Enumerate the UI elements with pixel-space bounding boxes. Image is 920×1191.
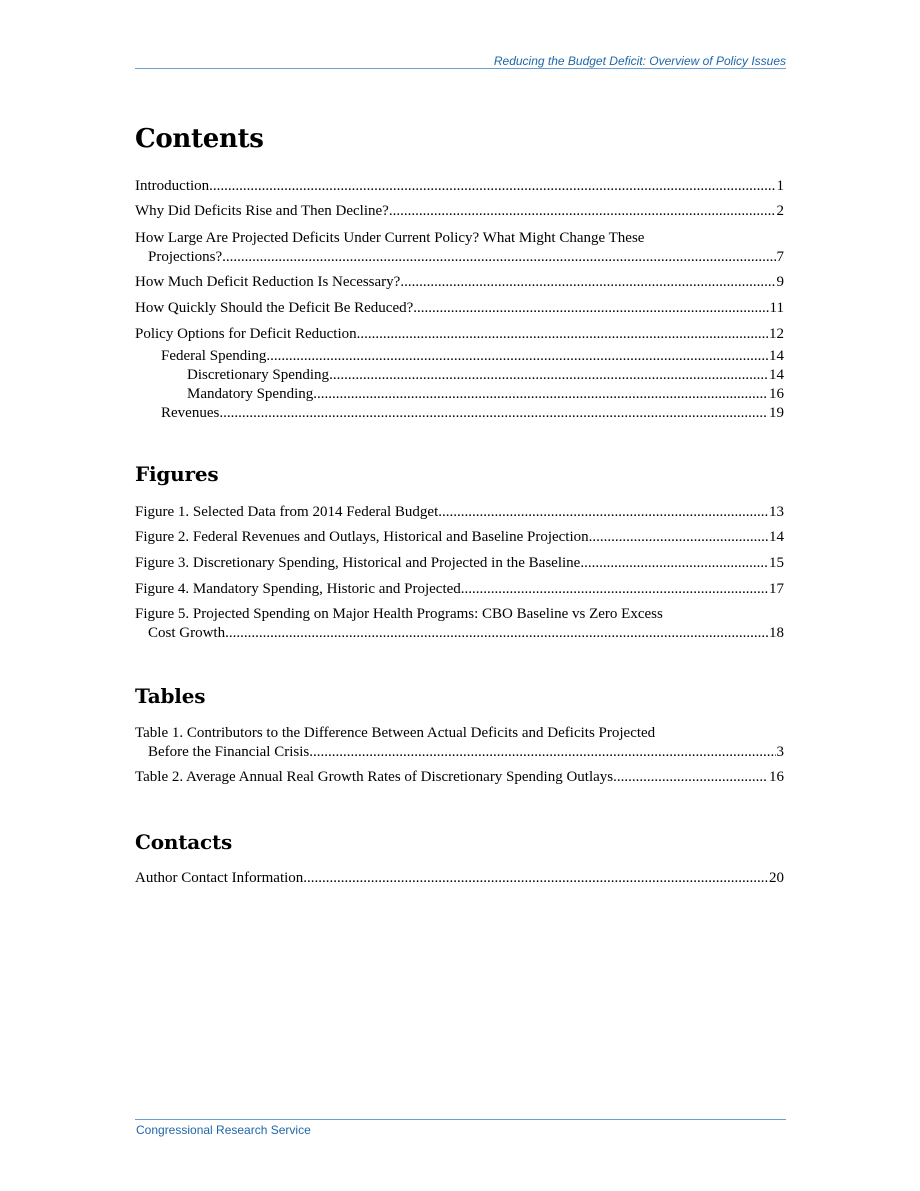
leader-dots	[357, 325, 768, 344]
leader-dots	[589, 528, 768, 547]
leader-dots	[219, 404, 768, 423]
toc-entry-title: Why Did Deficits Rise and Then Decline?	[135, 203, 389, 219]
toc-entry-page: 1	[776, 178, 784, 194]
leader-dots	[313, 385, 768, 404]
contents-heading: Contents	[135, 124, 264, 154]
toc-entry-discretionary-spending[interactable]	[135, 366, 784, 385]
toc-entry-title: How Quickly Should the Deficit Be Reduced?	[135, 300, 414, 316]
toc-entry-title: Figure 3. Discretionary Spending, Historical and Projected in the Baseline	[135, 555, 581, 571]
toc-entry-page: 9	[776, 274, 784, 290]
toc-entry-page: 16	[769, 386, 784, 402]
toc-entry-revenues[interactable]	[135, 404, 784, 423]
toc-entry-title-line2: Cost Growth	[148, 625, 226, 641]
toc-entry-title-line2: Before the Financial Crisis	[148, 744, 310, 760]
header-rule	[135, 68, 786, 69]
toc-entry-page: 2	[776, 203, 784, 219]
toc-entry-title: Policy Options for Deficit Reduction	[135, 326, 357, 342]
toc-entry-table-1[interactable]	[135, 724, 784, 762]
toc-entry-title: Federal Spending	[161, 348, 267, 364]
leader-dots	[209, 177, 775, 196]
toc-entry-federal-spending[interactable]	[135, 347, 784, 366]
contacts-heading: Contacts	[135, 830, 233, 854]
toc-entry-title: Discretionary Spending	[187, 367, 330, 383]
toc-entry-projected-deficits[interactable]	[135, 229, 784, 267]
toc-entry-title: Author Contact Information	[135, 870, 304, 886]
leader-dots	[580, 554, 768, 573]
tables-heading: Tables	[135, 684, 206, 708]
leader-dots	[389, 202, 776, 221]
toc-entry-author-contact[interactable]	[135, 869, 784, 888]
toc-entry-figure-2[interactable]	[135, 528, 784, 547]
leader-dots	[225, 624, 768, 643]
footer-rule	[135, 1119, 786, 1120]
toc-entry-mandatory-spending[interactable]	[135, 385, 784, 404]
toc-entry-introduction[interactable]	[135, 177, 784, 196]
toc-entry-page: 3	[776, 744, 784, 760]
leader-dots	[461, 580, 768, 599]
leader-dots	[413, 299, 768, 318]
toc-entry-figure-5[interactable]	[135, 605, 784, 643]
toc-entry-page: 14	[769, 367, 784, 383]
leader-dots	[400, 273, 775, 292]
toc-entry-page: 14	[769, 529, 784, 545]
toc-entry-page: 7	[776, 249, 784, 265]
figures-heading: Figures	[135, 462, 219, 486]
toc-entry-how-quickly[interactable]	[135, 299, 784, 318]
leader-dots	[329, 366, 768, 385]
toc-entry-deficit-reduction-necessary[interactable]	[135, 273, 784, 292]
toc-entry-title: Figure 4. Mandatory Spending, Historic and Projected	[135, 581, 461, 597]
toc-entry-page: 17	[769, 581, 784, 597]
toc-entry-title: How Much Deficit Reduction Is Necessary?	[135, 274, 401, 290]
footer-organization: Congressional Research Service	[136, 1123, 311, 1137]
toc-entry-figure-1[interactable]	[135, 503, 784, 522]
toc-entry-page: 15	[769, 555, 784, 571]
toc-entry-page: 16	[769, 769, 784, 785]
toc-entry-title: Table 2. Average Annual Real Growth Rates of Discretionary Spending Outlays	[135, 769, 614, 785]
leader-dots	[266, 347, 768, 366]
toc-entry-title: Figure 2. Federal Revenues and Outlays, Historical and Baseline Projection	[135, 529, 589, 545]
toc-entry-page: 13	[769, 504, 784, 520]
toc-entry-title-line1: How Large Are Projected Deficits Under Current Policy? What Might Change These	[135, 230, 645, 246]
leader-dots	[222, 248, 775, 267]
leader-dots	[309, 743, 775, 762]
running-header: Reducing the Budget Deficit: Overview of Policy Issues	[493, 54, 786, 68]
toc-entry-why-deficits-rise[interactable]	[135, 202, 784, 221]
leader-dots	[303, 869, 768, 888]
toc-entry-title: Introduction	[135, 178, 210, 194]
toc-entry-title: Mandatory Spending	[187, 386, 314, 402]
toc-entry-table-2[interactable]	[135, 768, 784, 787]
toc-entry-page: 19	[769, 405, 784, 421]
toc-entry-title-line2: Projections?	[148, 249, 223, 265]
leader-dots	[613, 768, 768, 787]
toc-entry-page: 14	[769, 348, 784, 364]
toc-entry-page: 20	[769, 870, 784, 886]
leader-dots	[438, 503, 768, 522]
toc-entry-page: 11	[769, 300, 784, 316]
toc-entry-page: 18	[769, 625, 784, 641]
toc-entry-policy-options[interactable]	[135, 325, 784, 344]
toc-entry-page: 12	[769, 326, 784, 342]
toc-entry-title: Figure 1. Selected Data from 2014 Federal Budget	[135, 504, 439, 520]
toc-entry-title-line1: Table 1. Contributors to the Difference Between Actual Deficits and Deficits Projected	[135, 725, 656, 741]
toc-entry-figure-3[interactable]	[135, 554, 784, 573]
toc-entry-title: Revenues	[161, 405, 220, 421]
toc-entry-figure-4[interactable]	[135, 580, 784, 599]
toc-entry-title-line1: Figure 5. Projected Spending on Major Health Programs: CBO Baseline vs Zero Excess	[135, 606, 663, 622]
